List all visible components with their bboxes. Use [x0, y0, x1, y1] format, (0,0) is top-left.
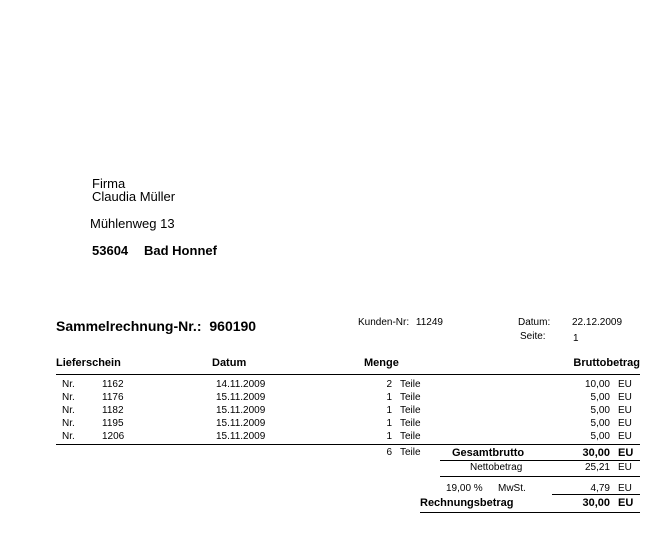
row-number: 1195: [102, 418, 124, 429]
vat-rate: 19,00 %: [446, 483, 483, 494]
row-unit: Teile: [400, 405, 421, 416]
row-date: 15.11.2009: [216, 418, 266, 429]
row-number: 1206: [102, 431, 125, 442]
row-currency: EU: [618, 379, 632, 390]
invoice-total-currency: EU: [618, 497, 634, 509]
header-delivery: Lieferschein: [56, 357, 121, 369]
vat-value: 4,79: [590, 483, 610, 494]
vat-label: MwSt.: [498, 483, 526, 494]
row-prefix: Nr.: [62, 392, 75, 403]
row-qty: 1: [386, 431, 392, 442]
row-amount: 5,00: [590, 418, 610, 429]
row-prefix: Nr.: [62, 431, 75, 442]
date-label: Datum:: [518, 317, 551, 328]
row-currency: EU: [618, 431, 632, 442]
rows-divider: [56, 444, 640, 445]
net-divider: [440, 476, 640, 477]
invoice-total-underline: [420, 512, 640, 513]
row-prefix: Nr.: [62, 418, 75, 429]
row-number: 1182: [102, 405, 124, 416]
invoice-date: 22.12.2009: [572, 317, 623, 328]
recipient-city: Bad Honnef: [144, 243, 217, 258]
row-qty: 1: [386, 418, 392, 429]
header-qty: Menge: [364, 357, 399, 369]
row-amount: 10,00: [584, 379, 610, 390]
row-unit: Teile: [400, 379, 421, 390]
row-date: 14.11.2009: [216, 379, 266, 390]
gross-total-currency: EU: [618, 447, 634, 459]
header-divider: [56, 374, 640, 375]
customer-number-block: [358, 317, 443, 328]
gross-total-value: 30,00: [582, 447, 610, 459]
recipient-line1: Firma: [92, 176, 126, 191]
row-unit: Teile: [400, 418, 421, 429]
invoice-total-value: 30,00: [582, 497, 610, 509]
row-amount: 5,00: [590, 431, 610, 442]
gross-divider: [440, 460, 640, 461]
invoice-number: 960190: [209, 318, 257, 334]
row-date: 15.11.2009: [216, 392, 266, 403]
invoice-total-label: Rechnungsbetrag: [420, 497, 514, 509]
vat-divider: [552, 494, 640, 495]
header-date: Datum: [212, 357, 247, 369]
row-prefix: Nr.: [62, 379, 75, 390]
invoice-title: [56, 318, 256, 334]
gross-total-label: Gesamtbrutto: [452, 447, 525, 459]
net-value: 25,21: [584, 462, 610, 473]
header-gross: Bruttobetrag: [573, 357, 640, 369]
row-currency: EU: [618, 418, 632, 429]
row-amount: 5,00: [590, 392, 610, 403]
total-unit: Teile: [400, 447, 421, 458]
invoice-title-label: Sammelrechnung-Nr.:: [56, 318, 202, 334]
page-label: Seite:: [520, 331, 546, 342]
row-number: 1176: [102, 392, 124, 403]
row-qty: 1: [386, 405, 392, 416]
row-qty: 1: [386, 392, 392, 403]
total-qty: 6: [386, 447, 392, 458]
row-prefix: Nr.: [62, 405, 75, 416]
customer-label: Kunden-Nr:: [358, 317, 410, 328]
vat-currency: EU: [618, 483, 632, 494]
row-number: 1162: [102, 379, 124, 390]
row-date: 15.11.2009: [216, 431, 266, 442]
recipient-street: Mühlenweg 13: [90, 216, 175, 231]
net-label: Nettobetrag: [470, 462, 523, 473]
row-unit: Teile: [400, 431, 421, 442]
row-date: 15.11.2009: [216, 405, 266, 416]
row-currency: EU: [618, 392, 632, 403]
row-amount: 5,00: [590, 405, 610, 416]
page-number: 1: [573, 333, 579, 344]
recipient-name: Claudia Müller: [92, 189, 176, 204]
customer-number: 11249: [415, 317, 443, 328]
net-currency: EU: [618, 462, 632, 473]
row-currency: EU: [618, 405, 632, 416]
row-unit: Teile: [400, 392, 421, 403]
row-qty: 2: [386, 379, 392, 390]
recipient-zip: 53604: [92, 243, 129, 258]
